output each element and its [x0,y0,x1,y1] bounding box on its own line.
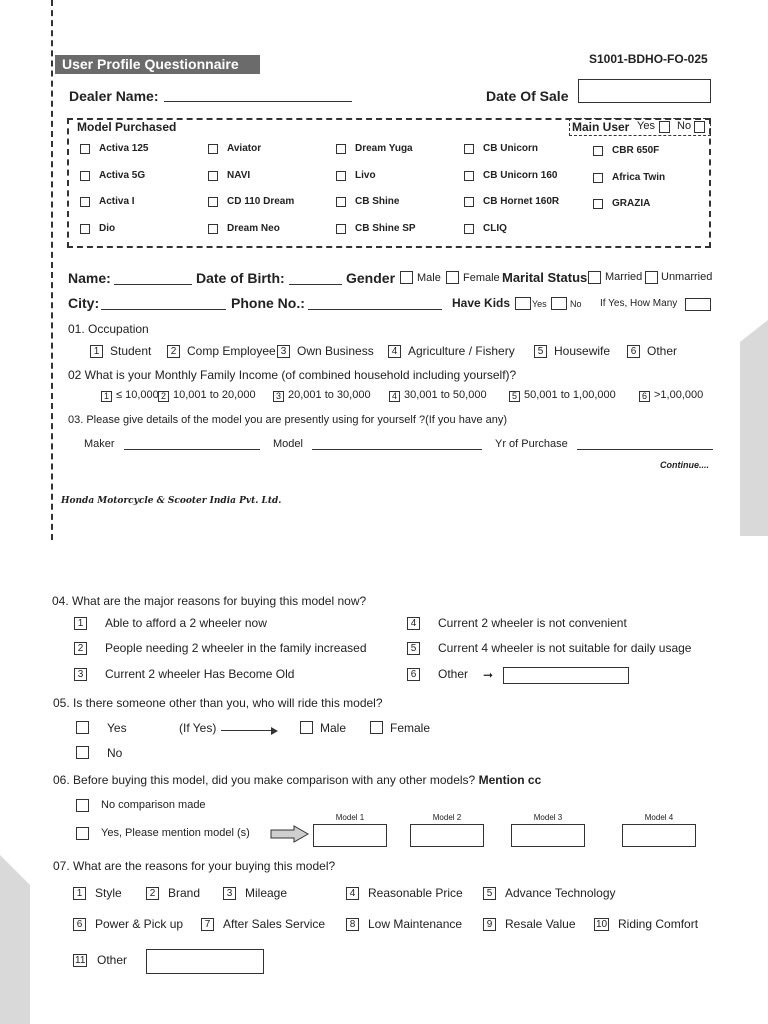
model-label: Activa 125 [99,143,149,154]
q01-option-label: Comp Employee [187,344,276,358]
q02-option-number[interactable]: 5 [509,391,520,402]
q04-option-number[interactable]: 6 [407,668,420,681]
q07-option-label: Power & Pick up [95,917,184,931]
q02-option-label: ≤ 10,000 [116,389,159,401]
q02-title: 02 What is your Monthly Family Income (of combined household including yourself)? [68,368,517,382]
main-user-yes-label: Yes [637,120,655,132]
q04-option-number[interactable]: 5 [407,642,420,655]
model-checkbox[interactable] [80,171,90,181]
model-label: Activa I [99,196,135,207]
kids-yes-checkbox[interactable] [515,297,531,310]
model-label: CBR 650F [612,145,660,156]
q02-option-label: >1,00,000 [654,389,704,401]
q03-maker-label: Maker [84,438,115,450]
q04-option-label: Able to afford a 2 wheeler now [105,616,267,630]
q05-arrow-head-icon [271,727,278,735]
main-user-yes-checkbox[interactable] [659,121,670,133]
q06-model-label: Model 2 [432,813,462,822]
q04-other-field[interactable] [503,667,629,684]
q07-option-label: Advance Technology [505,886,616,900]
q04-option-number[interactable]: 2 [74,642,87,655]
unmarried-label: Unmarried [661,271,713,283]
q01-option-number[interactable]: 2 [167,345,180,358]
gender-female-checkbox[interactable] [446,271,459,284]
married-checkbox[interactable] [588,271,601,284]
phone-label: Phone No.: [231,295,305,311]
marital-status-label: Marital Status [502,270,588,285]
city-field[interactable] [101,309,226,310]
q05-male-label: Male [320,721,347,735]
model-label: Aviator [227,143,262,154]
q05-title: 05. Is there someone other than you, who will ride this model? [53,696,383,710]
q04-option-label: Other [438,667,469,681]
dob-label: Date of Birth: [196,270,285,286]
q05-if-yes-label: (If Yes) [179,721,217,735]
cut-line [51,0,53,540]
model-checkbox[interactable] [336,197,346,207]
q01-option-number[interactable]: 4 [388,345,401,358]
q04-option-number[interactable]: 4 [407,617,420,630]
q07-option-label: Riding Comfort [618,917,699,931]
model-label: Livo [355,170,376,181]
model-checkbox[interactable] [208,171,218,181]
q01-option-number[interactable]: 1 [90,345,103,358]
q01-option-label: Own Business [297,344,374,358]
q06-arrow-icon [270,825,310,846]
q01-option-label: Agriculture / Fishery [408,344,515,358]
q06-model-field[interactable] [410,824,484,847]
q07-option-number[interactable]: 8 [346,918,359,931]
q06-title-bold: Mention cc [478,773,542,787]
q02-option-label: 50,001 to 1,00,000 [524,389,616,401]
q06-model-field[interactable] [511,824,585,847]
q05-arrow-icon [221,730,271,731]
model-label: CD 110 Dream [227,196,295,207]
q03-model-label: Model [273,438,303,450]
q05-male-checkbox[interactable] [300,721,313,734]
model-checkbox[interactable] [336,171,346,181]
q01-option-label: Other [647,344,678,358]
gender-female-label: Female [463,272,500,284]
form-title: User Profile Questionnaire [55,55,260,74]
name-label: Name: [68,270,111,286]
q06-yes-checkbox[interactable] [76,827,89,840]
q01-option-number[interactable]: 3 [277,345,290,358]
page-tab-right [740,320,768,536]
name-field[interactable] [114,284,192,285]
model-label: CB Hornet 160R [483,196,560,207]
date-of-sale-field[interactable] [578,79,711,103]
q07-option-label: Style [95,886,122,900]
q07-option-number[interactable]: 4 [346,887,359,900]
q02-option-label: 10,001 to 20,000 [173,389,256,401]
q02-option-number[interactable]: 2 [158,391,169,402]
how-many-label: If Yes, How Many [600,298,678,309]
gender-label: Gender [346,270,396,286]
main-user-label: Main User [572,120,630,134]
model-checkbox[interactable] [464,197,474,207]
model-checkbox[interactable] [593,199,603,209]
q07-option-number[interactable]: 10 [596,919,608,930]
q07-option-number[interactable]: 2 [146,887,159,900]
q04-option-label: Current 2 wheeler Has Become Old [105,667,295,681]
model-label: CB Unicorn [483,143,538,154]
q01-option-number[interactable]: 5 [534,345,547,358]
q03-model-field[interactable] [312,449,482,450]
model-label: Dream Yuga [355,143,413,154]
q05-female-label: Female [390,721,431,735]
model-checkbox[interactable] [464,144,474,154]
q06-yes-label: Yes, Please mention model (s) [101,827,250,839]
q07-option-label: Reasonable Price [368,886,463,900]
q06-model-label: Model 3 [533,813,563,822]
q02-option-number[interactable]: 4 [389,391,400,402]
model-purchased-heading: Model Purchased [77,120,177,134]
gender-male-label: Male [417,272,441,284]
continue-note: Continue.... [660,460,709,470]
dealer-name-label: Dealer Name: [69,88,159,104]
q06-model-label: Model 1 [335,813,365,822]
model-checkbox[interactable] [208,224,218,234]
q07-option-number[interactable]: 7 [201,918,214,931]
q05-yes-label: Yes [107,721,127,735]
model-checkbox[interactable] [208,144,218,154]
q07-other-field[interactable] [146,949,264,974]
kids-yes-label: Yes [532,299,547,309]
q04-option-number[interactable]: 1 [74,617,87,630]
q04-title: 04. What are the major reasons for buying this model now? [52,594,367,608]
q07-option-number[interactable]: 1 [73,887,86,900]
phone-field[interactable] [308,309,442,310]
model-label: NAVI [227,170,251,181]
model-checkbox[interactable] [208,197,218,207]
q07-option-label: Other [97,953,128,967]
q06-model-field[interactable] [622,824,696,847]
model-checkbox[interactable] [464,171,474,181]
q05-no-checkbox[interactable] [76,746,89,759]
q01-option-number[interactable]: 6 [627,345,640,358]
q04-arrow-icon: ➞ [483,668,494,682]
q07-option-label: Brand [168,886,201,900]
q05-female-checkbox[interactable] [370,721,383,734]
q07-option-label: Low Maintenance [368,917,463,931]
page-tab-left [0,855,30,1024]
q05-yes-checkbox[interactable] [76,721,89,734]
model-checkbox[interactable] [80,224,90,234]
q02-option-number[interactable]: 3 [273,391,284,402]
q03-year-label: Yr of Purchase [495,438,568,450]
q04-option-label: People needing 2 wheeler in the family increased [105,641,367,655]
city-label: City: [68,295,100,311]
q03-title: 03. Please give details of the model you are presently using for yourself ?(If you have any) [68,414,508,426]
model-checkbox[interactable] [593,146,603,156]
model-checkbox[interactable] [80,144,90,154]
q04-option-label: Current 2 wheeler is not convenient [438,616,627,630]
q07-option-number[interactable]: 3 [223,887,236,900]
q07-option-label: Mileage [245,886,288,900]
q07-title: 07. What are the reasons for your buying this model? [53,859,336,873]
q07-option-number[interactable]: 11 [75,955,86,966]
q05-no-label: No [107,746,123,760]
q02-option-number[interactable]: 6 [639,391,650,402]
q06-title [53,773,541,787]
dob-field[interactable] [289,284,342,285]
married-label: Married [605,271,643,283]
dealer-name-field[interactable] [164,101,352,102]
q06-model-field[interactable] [313,824,387,847]
model-label: CB Shine SP [355,223,416,234]
q07-option-label: Resale Value [505,917,576,931]
q07-option-number[interactable]: 6 [73,918,86,931]
model-checkbox[interactable] [464,224,474,234]
kids-no-label: No [570,299,582,309]
q07-option-label: After Sales Service [223,917,326,931]
q06-no-comparison-checkbox[interactable] [76,799,89,812]
model-label: CLIQ [483,223,507,234]
model-label: Activa 5G [99,170,146,181]
model-checkbox[interactable] [336,144,346,154]
model-label: CB Shine [355,196,400,207]
q04-option-label: Current 4 wheeler is not suitable for daily usage [438,641,692,655]
q06-no-comparison-label: No comparison made [101,799,206,811]
date-of-sale-label: Date Of Sale [486,88,569,104]
model-label: Dream Neo [227,223,280,234]
q03-year-field[interactable] [577,449,713,450]
unmarried-checkbox[interactable] [645,271,658,284]
model-checkbox[interactable] [336,224,346,234]
q02-option-label: 20,001 to 30,000 [288,389,371,401]
q03-maker-field[interactable] [124,449,260,450]
model-label: GRAZIA [612,198,651,209]
main-user-no-checkbox[interactable] [694,121,705,133]
form-code: S1001-BDHO-FO-025 [589,52,708,66]
q07-option-number[interactable]: 5 [483,887,496,900]
kids-no-checkbox[interactable] [551,297,567,310]
q01-title: 01. Occupation [68,322,149,336]
main-user-no-label: No [677,120,692,132]
q07-option-number[interactable]: 9 [483,918,496,931]
company-name: Honda Motorcycle & Scooter India Pvt. Ltd. [61,496,282,506]
have-kids-label: Have Kids [452,296,511,310]
q02-option-number[interactable]: 1 [101,391,112,402]
model-label: CB Unicorn 160 [483,170,558,181]
q06-model-label: Model 4 [644,813,674,822]
model-checkbox[interactable] [593,173,603,183]
how-many-field[interactable] [685,298,711,311]
q01-option-label: Student [110,344,152,358]
model-label: Dio [99,223,116,234]
q01-option-label: Housewife [554,344,611,358]
q06-title-text: 06. Before buying this model, did you make comparison with any other models? [53,773,476,787]
gender-male-checkbox[interactable] [400,271,413,284]
model-checkbox[interactable] [80,197,90,207]
q02-option-label: 30,001 to 50,000 [404,389,487,401]
model-label: Africa Twin [612,172,666,183]
q04-option-number[interactable]: 3 [74,668,87,681]
